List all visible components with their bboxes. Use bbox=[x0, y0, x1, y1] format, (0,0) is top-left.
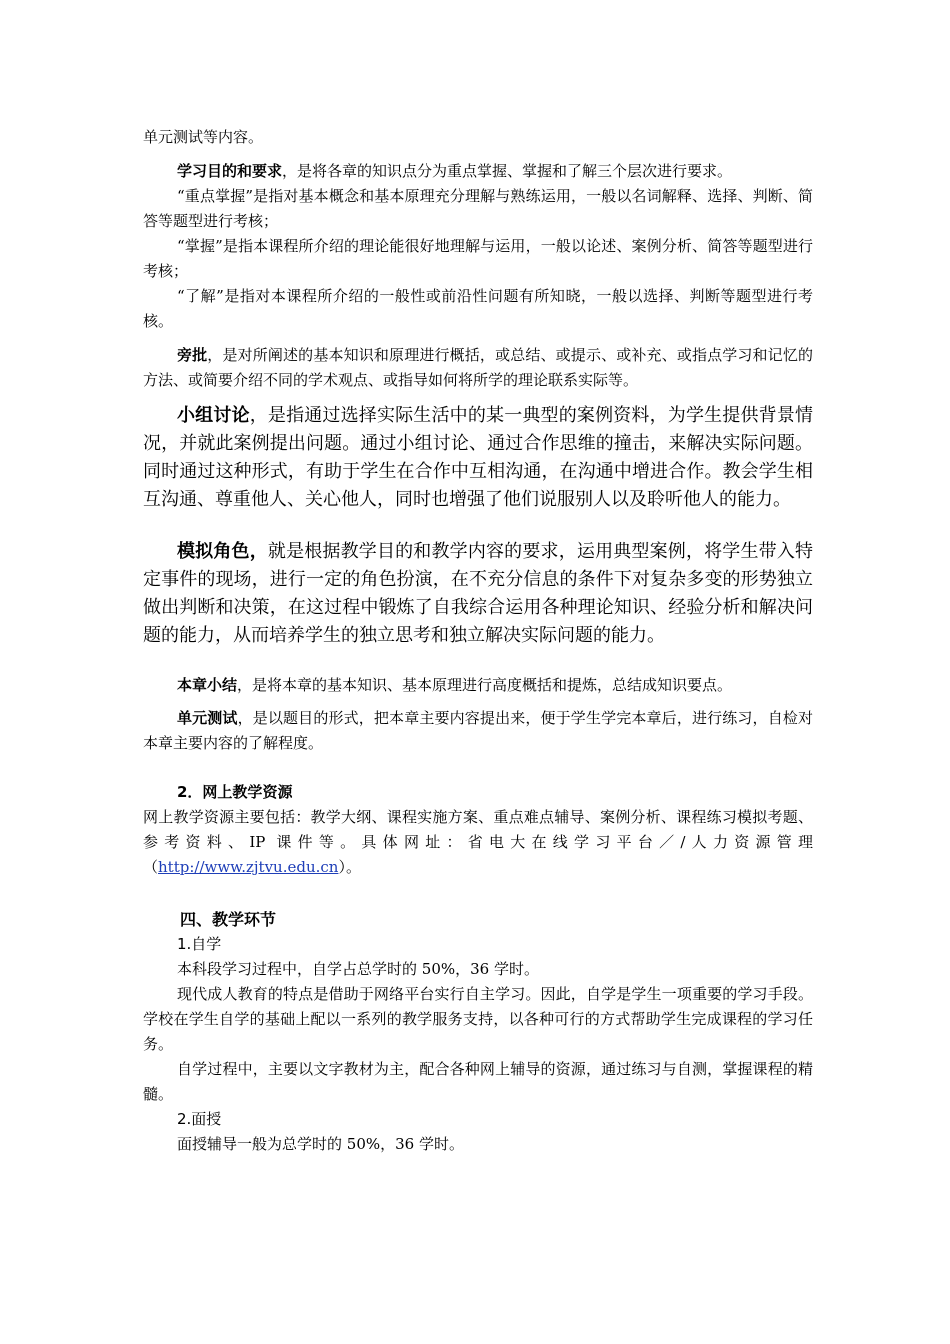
intro-paragraph: 单元测试等内容。 bbox=[143, 128, 264, 146]
section-teaching-steps-heading: 四、教学环节 bbox=[180, 910, 277, 929]
role-term: 模拟角色， bbox=[177, 541, 268, 562]
role-text: 就是根据教学目的和教学内容的要求，运用典型案例，将学生带入特定事件的现场，进行一定的角色扮演，在不充分信息的条件下对复杂多变的形势独立做出判断和决策，在这过程中锻炼了自我综合运用各种理论知识、经验分析和解决问题的能力，从而培养学生的独立思考和独立解决实际问题的能力。 bbox=[143, 541, 814, 646]
annotation-paragraph bbox=[143, 343, 813, 393]
unit-test-paragraph bbox=[143, 706, 813, 756]
online-resources-text: 网上教学资源主要包括：教学大纲、课程实施方案、重点难点辅导、案例分析、课程练习模拟考题、参考资料、IP 课件等。具体网址：省电大在线学习平台／/人力资源管理（ bbox=[143, 808, 813, 876]
group-term: 小组讨论 bbox=[177, 405, 250, 426]
goals-paragraph bbox=[143, 159, 813, 184]
face-to-face-paragraph: 面授辅导一般为总学时的 50%，36 学时。 bbox=[177, 1135, 464, 1153]
group-paragraph bbox=[143, 402, 813, 514]
online-resources-paragraph bbox=[143, 805, 813, 880]
understand-paragraph: “了解”是指对本课程所介绍的一般性或前沿性问题有所知晓，一般以选择、判断等题型进行考核。 bbox=[143, 287, 813, 330]
summary-term: 本章小结 bbox=[177, 676, 238, 694]
face-to-face-heading: 2.面授 bbox=[177, 1110, 222, 1128]
unit-test-term: 单元测试 bbox=[177, 709, 238, 727]
self-study-heading: 1.自学 bbox=[177, 935, 222, 953]
self-study-paragraph-2: 现代成人教育的特点是借助于网络平台实行自主学习。因此，自学是学生一项重要的学习手段。学校在学生自学的基础上配以一系列的教学服务支持，以各种可行的方式帮助学生完成课程的学习任务。 bbox=[143, 985, 813, 1053]
unit-test-text: ，是以题目的形式，把本章主要内容提出来，便于学生学完本章后，进行练习，自检对本章主要内容的了解程度。 bbox=[143, 709, 813, 752]
online-resources-close: ）。 bbox=[338, 858, 361, 876]
goals-term: 学习目的和要求 bbox=[177, 162, 283, 180]
annotation-text: ，是对所阐述的基本知识和原理进行概括，或总结、或提示、或补充、或指点学习和记忆的方法、或简要介绍不同的学术观点、或指导如何将所学的理论联系实际等。 bbox=[143, 346, 813, 389]
key-master-paragraph: “重点掌握”是指对基本概念和基本原理充分理解与熟练运用，一般以名词解释、选择、判断、简答等题型进行考核； bbox=[143, 187, 813, 230]
goals-text: ，是将各章的知识点分为重点掌握、掌握和了解三个层次进行要求。 bbox=[282, 162, 733, 180]
summary-paragraph bbox=[143, 673, 813, 698]
group-text: ，是指通过选择实际生活中的某一典型的案例资料，为学生提供背景情况，并就此案例提出问题。通过小组讨论、通过合作思维的撞击，来解决实际问题。同时通过这种形式，有助于学生在合作中互相沟通，在沟通中增进合作。教会学生相互沟通、尊重他人、关心他人，同时也增强了他们说服别人以及聆听他人的能力。 bbox=[143, 405, 814, 510]
website-link[interactable]: http://www.zjtvu.edu.cn bbox=[158, 858, 339, 876]
self-study-paragraph-1: 本科段学习过程中，自学占总学时的 50%，36 学时。 bbox=[177, 960, 539, 978]
role-paragraph bbox=[143, 538, 813, 650]
master-paragraph: “掌握”是指本课程所介绍的理论能很好地理解与运用，一般以论述、案例分析、简答等题型进行考核； bbox=[143, 237, 813, 280]
self-study-paragraph-3: 自学过程中，主要以文字教材为主，配合各种网上辅导的资源，通过练习与自测，掌握课程的精髓。 bbox=[143, 1060, 813, 1103]
online-resources-heading: 2．网上教学资源 bbox=[177, 783, 293, 801]
summary-text: ，是将本章的基本知识、基本原理进行高度概括和提炼，总结成知识要点。 bbox=[237, 676, 733, 694]
annotation-term: 旁批 bbox=[177, 346, 208, 364]
